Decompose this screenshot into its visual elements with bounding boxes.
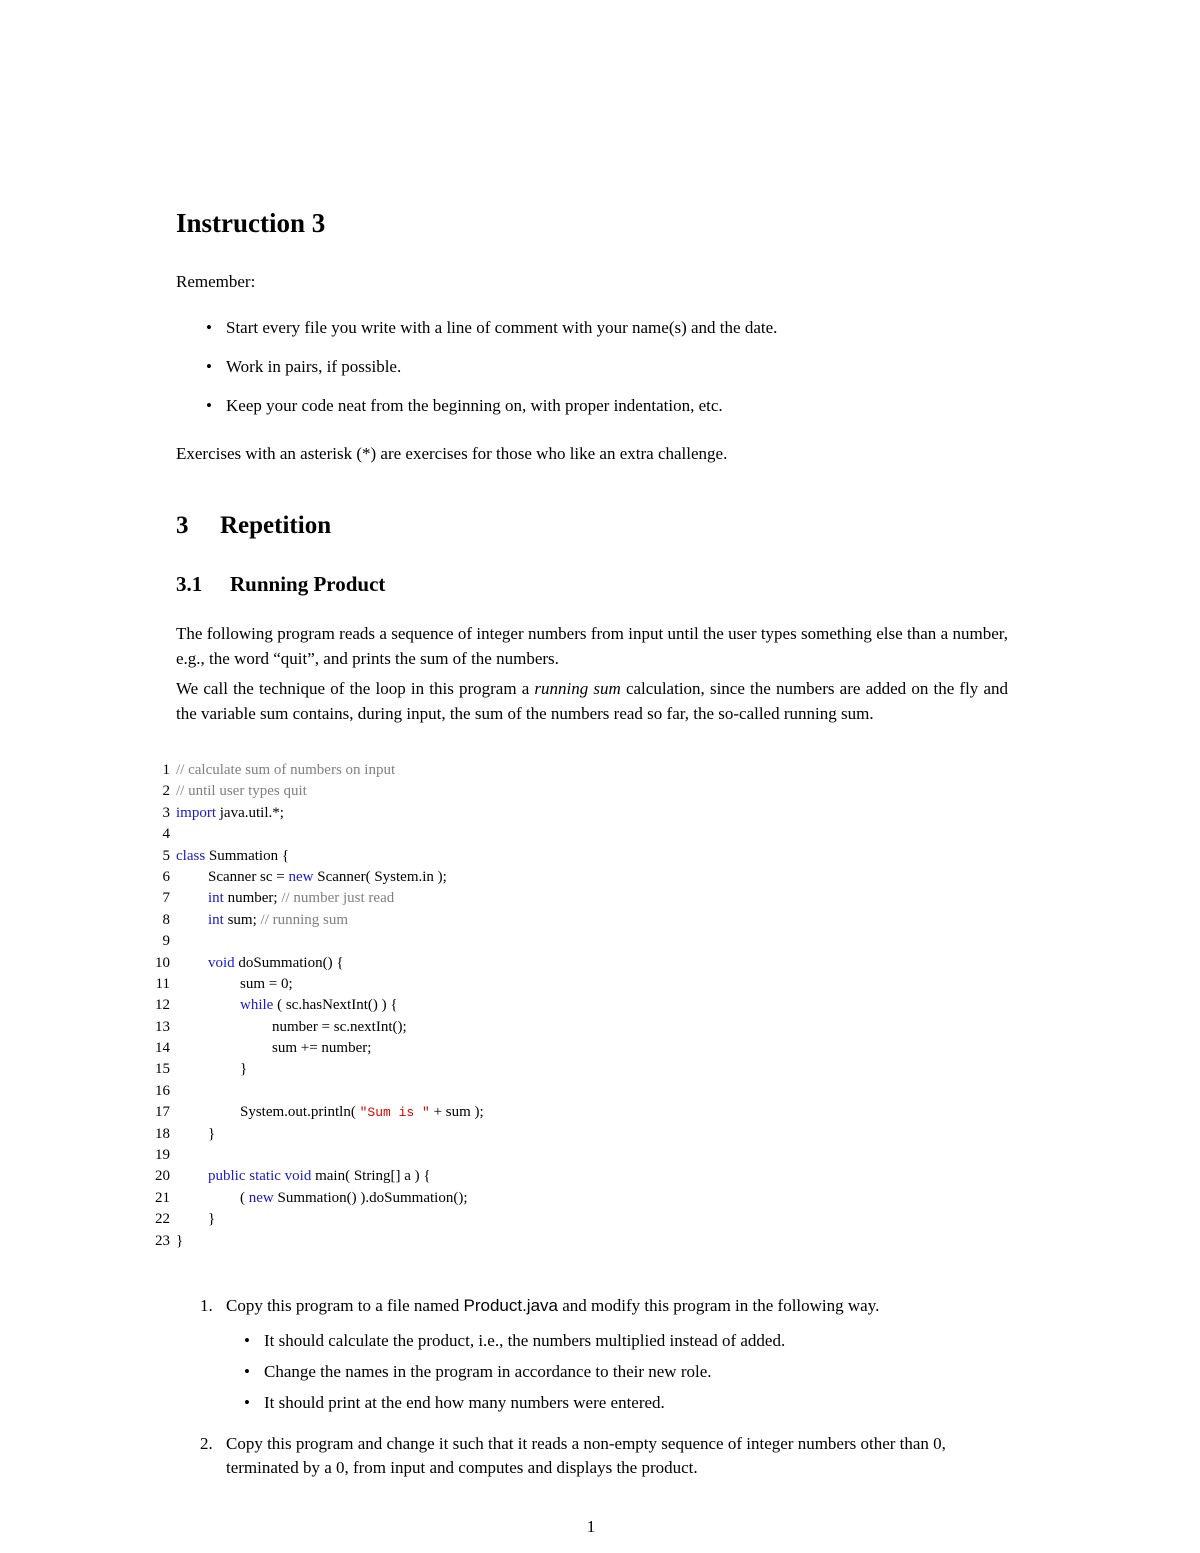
section-title: Repetition	[220, 512, 332, 539]
code-token: number = sc.nextInt();	[272, 1018, 407, 1035]
line-number: 21	[155, 1189, 170, 1206]
remember-label: Remember:	[176, 272, 256, 291]
code-token: doSummation() {	[234, 954, 344, 971]
code-token: }	[208, 1211, 216, 1228]
code-listing	[154, 760, 484, 1252]
code-token: // calculate sum of numbers on input	[176, 762, 396, 778]
code-line	[154, 867, 484, 888]
paragraph-text: calculation, since the numbers are added on the fly and the variable sum contains, during input, the sum of the numbers read so far, the so-called running sum.	[176, 679, 1008, 723]
line-number: 20	[155, 1168, 170, 1185]
task-text: and modify this program in the following way.	[557, 1296, 880, 1315]
line-number: 13	[155, 1018, 170, 1035]
code-token: // running sum	[260, 911, 349, 928]
reminder-text: Start every file you write with a line of comment with your name(s) and the date.	[226, 318, 778, 337]
list-item	[206, 394, 777, 433]
line-number: 4	[162, 826, 170, 843]
line-number: 16	[155, 1082, 170, 1099]
intro-paragraph: The following program reads a sequence of integer numbers from input until the user types something else than a number, e.g., the word “quit”, and prints the sum of the numbers.	[176, 624, 1008, 668]
paragraph-text: We call the technique of the loop in this program a	[176, 679, 535, 698]
page-number: 1	[586, 1517, 596, 1536]
code-token: Scanner sc =	[208, 868, 289, 885]
bullet-icon: •	[206, 318, 212, 337]
line-number: 17	[155, 1104, 170, 1121]
line-number: 3	[162, 804, 170, 821]
code-token: // until user types quit	[176, 783, 307, 800]
code-token: sum;	[223, 911, 261, 928]
code-token: public static void	[208, 1168, 312, 1185]
code-token: }	[176, 1232, 184, 1249]
code-token: int	[208, 911, 224, 928]
code-token: Scanner( System.in );	[313, 868, 447, 885]
code-token: new	[248, 1189, 274, 1206]
bullet-icon: •	[244, 1361, 250, 1381]
code-token: while	[240, 997, 274, 1014]
code-token: int	[208, 890, 224, 907]
code-line	[154, 760, 484, 781]
file-name: Product.java	[463, 1296, 558, 1315]
code-line	[154, 1188, 484, 1209]
bullet-icon: •	[244, 1392, 250, 1412]
bullet-icon: •	[206, 357, 212, 376]
line-number: 18	[155, 1125, 170, 1142]
code-token: class	[176, 847, 206, 864]
asterisk-note: Exercises with an asterisk (*) are exercises for those who like an extra challenge.	[176, 444, 728, 463]
line-number: 2	[162, 783, 170, 800]
list-item	[244, 1360, 1008, 1391]
code-token: new	[288, 868, 314, 885]
reminder-list	[206, 316, 777, 433]
emphasis-text: running sum	[534, 679, 621, 698]
code-token: }	[240, 1061, 248, 1078]
code-line	[154, 1124, 484, 1145]
line-number: 6	[162, 868, 170, 885]
task-item	[200, 1432, 1008, 1481]
task-number: 1.	[200, 1296, 213, 1315]
task-number: 2.	[200, 1433, 213, 1453]
line-number: 7	[162, 890, 170, 907]
task-text: Copy this program and change it such that it reads a non-empty sequence of integer numbers other than 0, terminated by a 0, from input and computes and displays the product.	[226, 1433, 946, 1477]
code-token: Summation() ).doSummation();	[273, 1189, 468, 1206]
section-heading	[176, 512, 331, 540]
code-line	[154, 781, 484, 802]
line-number: 10	[155, 954, 170, 971]
subitem-text: Change the names in the program in accordance to their new role.	[264, 1361, 712, 1381]
line-number: 19	[155, 1147, 170, 1164]
code-line	[154, 1145, 484, 1166]
subitem-text: It should print at the end how many numbers were entered.	[264, 1392, 665, 1412]
task-text: Copy this program to a file named	[226, 1296, 464, 1315]
code-token: Summation {	[205, 847, 290, 864]
code-token: sum += number;	[272, 1040, 372, 1057]
code-token: }	[208, 1125, 216, 1142]
subsection-number: 3.1	[176, 572, 203, 596]
code-line	[154, 953, 484, 974]
line-number: 1	[162, 762, 170, 778]
code-token: (	[240, 1189, 249, 1206]
code-line	[154, 1081, 484, 1102]
running-sum-paragraph	[176, 677, 1008, 726]
bullet-icon: •	[206, 396, 212, 415]
list-item	[206, 355, 777, 394]
line-number: 23	[155, 1232, 170, 1249]
code-line	[154, 846, 484, 867]
code-line	[154, 995, 484, 1016]
code-line	[154, 1017, 484, 1038]
line-number: 8	[162, 911, 170, 928]
code-token: main( String[] a ) {	[311, 1168, 431, 1185]
code-token: System.out.println(	[240, 1104, 360, 1121]
line-number: 22	[155, 1211, 170, 1228]
code-line	[154, 803, 484, 824]
subsection-title: Running Product	[230, 572, 386, 596]
code-line	[154, 974, 484, 995]
code-token: void	[208, 954, 235, 971]
code-line	[154, 1166, 484, 1187]
line-number: 11	[155, 975, 170, 992]
code-token: // number just read	[281, 890, 395, 907]
line-number: 14	[155, 1040, 170, 1057]
task-list	[200, 1294, 1008, 1481]
code-token: java.util.*;	[216, 804, 284, 821]
list-item	[244, 1391, 1008, 1422]
code-token: "Sum is "	[359, 1105, 430, 1121]
line-number: 15	[155, 1061, 170, 1078]
reminder-text: Keep your code neat from the beginning on, with proper indentation, etc.	[226, 396, 723, 415]
code-token: ( sc.hasNextInt() ) {	[273, 997, 398, 1014]
section-number: 3	[176, 512, 189, 539]
list-item	[206, 316, 777, 355]
code-line	[154, 931, 484, 952]
code-token: sum = 0;	[240, 975, 293, 992]
code-line	[154, 910, 484, 931]
bullet-icon: •	[244, 1330, 250, 1350]
task-item	[200, 1294, 1008, 1422]
code-token: + sum );	[429, 1104, 484, 1121]
task-subitems	[226, 1329, 1008, 1422]
code-token: number;	[223, 890, 282, 907]
code-line	[154, 888, 484, 909]
code-line	[154, 824, 484, 845]
code-line	[154, 1209, 484, 1230]
code-line	[154, 1038, 484, 1059]
subitem-text: It should calculate the product, i.e., the numbers multiplied instead of added.	[264, 1330, 786, 1350]
code-line	[154, 1102, 484, 1123]
line-number: 5	[162, 847, 170, 864]
page-title: Instruction 3	[176, 208, 326, 238]
line-number: 9	[162, 933, 170, 950]
code-line	[154, 1231, 484, 1252]
subsection-heading	[176, 572, 385, 597]
code-line	[154, 1059, 484, 1080]
code-token: import	[176, 804, 216, 821]
line-number: 12	[155, 997, 170, 1014]
reminder-text: Work in pairs, if possible.	[226, 357, 402, 376]
list-item	[244, 1329, 1008, 1360]
